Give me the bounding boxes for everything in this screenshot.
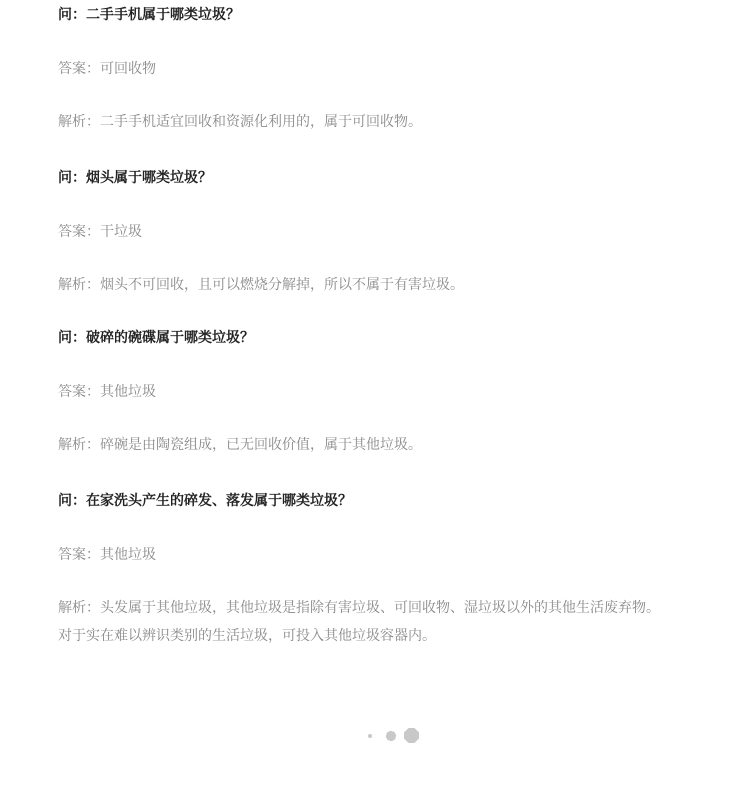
- small-dot-icon: [368, 734, 372, 738]
- qa-explanation: [58, 435, 718, 455]
- qa-answer: [58, 545, 718, 565]
- large-dot-icon: [404, 728, 419, 743]
- qa-item: [58, 168, 718, 188]
- qa-answer: [58, 59, 718, 79]
- qa-explanation: [58, 594, 728, 650]
- answer-text: 答案：其他垃圾: [58, 384, 156, 400]
- question-text: 问：破碎的碗碟属于哪类垃圾？: [58, 330, 254, 346]
- qa-explanation: [58, 112, 718, 132]
- explanation-text: 解析：碎碗是由陶瓷组成，已无回收价值，属于其他垃圾。: [58, 437, 422, 453]
- qa-explanation: [58, 275, 718, 295]
- question-text: 问：在家洗头产生的碎发、落发属于哪类垃圾？: [58, 493, 352, 509]
- explanation-text: 解析：二手手机适宜回收和资源化利用的，属于可回收物。: [58, 114, 422, 130]
- answer-text: 答案：其他垃圾: [58, 547, 156, 563]
- qa-answer: [58, 382, 718, 402]
- explanation-text-line1: 解析：头发属于其他垃圾，其他垃圾是指除有害垃圾、可回收物、湿垃圾以外的其他生活废弃物。: [58, 600, 660, 616]
- decorative-dots: [0, 726, 745, 746]
- qa-answer: [58, 222, 718, 242]
- qa-item: [58, 491, 718, 511]
- explanation-text: 解析：烟头不可回收，且可以燃烧分解掉，所以不属于有害垃圾。: [58, 277, 464, 293]
- medium-dot-icon: [385, 730, 397, 742]
- answer-text: 答案：干垃圾: [58, 224, 142, 240]
- question-text: 问：烟头属于哪类垃圾？: [58, 170, 212, 186]
- answer-text: 答案：可回收物: [58, 61, 156, 77]
- explanation-text-line2: 对于实在难以辨识类别的生活垃圾，可投入其他垃圾容器内。: [58, 628, 436, 644]
- question-text: 问：二手手机属于哪类垃圾？: [58, 7, 240, 23]
- qa-item: [58, 328, 718, 348]
- qa-item: [58, 5, 718, 25]
